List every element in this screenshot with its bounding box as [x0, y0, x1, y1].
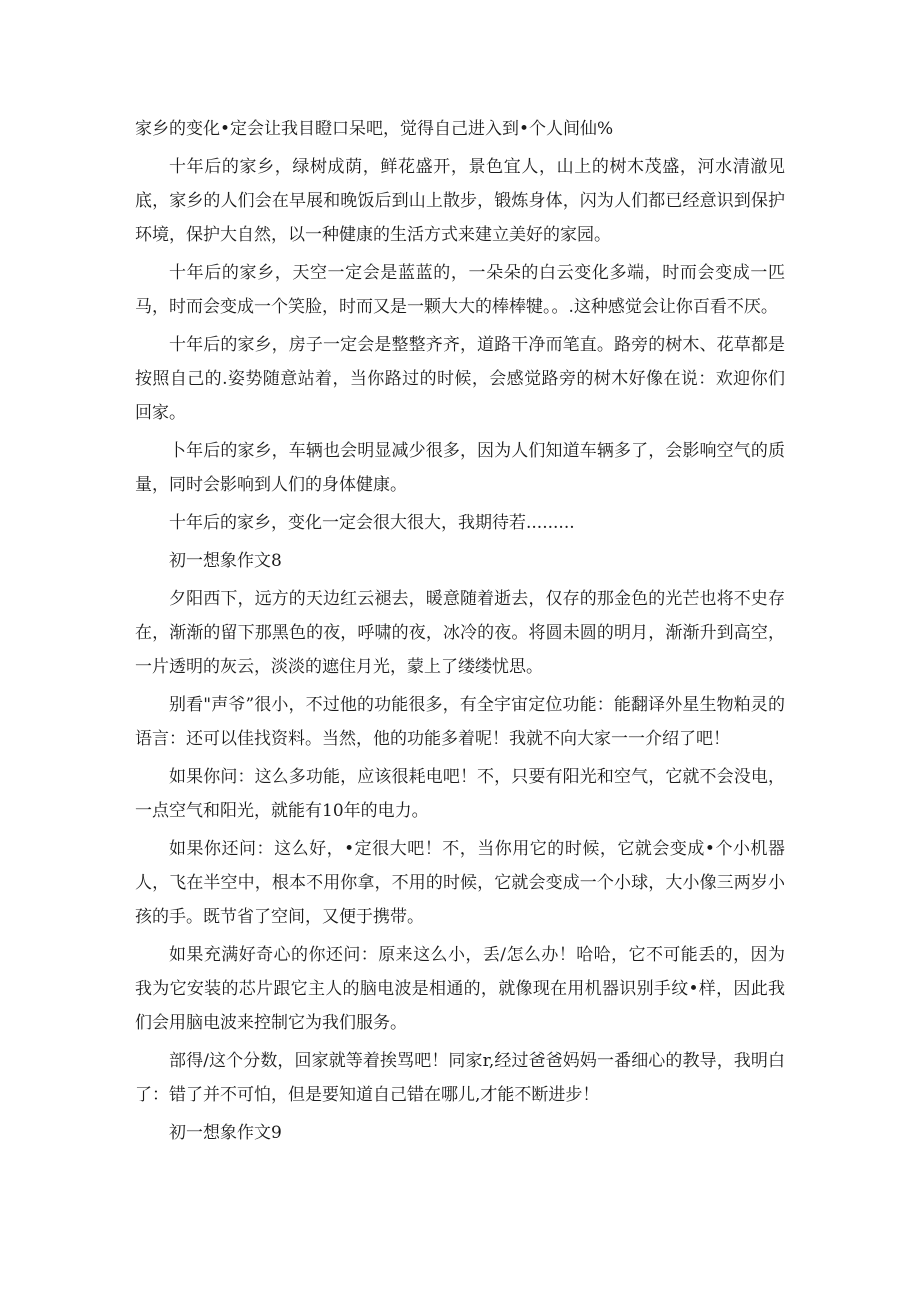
paragraph: 卜年后的家乡，车辆也会明显减少很多，因为人们知道车辆多了，会影响空气的质量，同时会影响到人们的身体健康。: [135, 441, 785, 495]
paragraph: 十年后的家乡，绿树成荫，鲜花盛开，景色宜人，山上的树木茂盛，河水清澈见底，家乡的人们会在早展和晚饭后到山上散步，锻炼身体，闪为人们都已经意识到保护环境，保护大自然，以一种健康的生活方式来建立美好的家园。: [135, 157, 785, 245]
paragraph: 十年后的家乡，房子一定会是整整齐齐，道路干净而笔直。路旁的树木、花草都是按照自己的.姿势随意站着，当你路过的时候，会感觉路旁的树木好像在说：欢迎你们回家。: [135, 335, 785, 423]
paragraph: 夕阳西下，远方的天边红云褪去，暖意随着逝去，仅存的那金色的光芒也将不史存在，渐渐的留下那黑色的夜，呼啸的夜，冰冷的夜。将圆未圆的明月，渐渐升到高空，一片透明的灰云，淡淡的遮住月光，蒙上了缕缕忧思。: [135, 589, 785, 677]
section-heading: 初一想象作文8: [169, 551, 282, 571]
document-body: [135, 112, 785, 1154]
paragraph: 十年后的家乡，变化一定会很大很大，我期待若.........: [169, 513, 575, 533]
paragraph: 如果充满好奇心的你还问：原来这么小，丢/怎么办！哈哈，它不可能丢的，因为我为它安装的芯片跟它主人的脑电波是相通的，就像现在用机器识别手纹•样，因此我们会用脑电波来控制它为我们服务。: [135, 945, 785, 1033]
paragraph: 十年后的家乡，天空一定会是蓝蓝的，一朵朵的白云变化多端，时而会变成一匹马，时而会变成一个笑脸，时而又是一颗大大的棒棒犍。。.这种感觉会让你百看不厌。: [135, 263, 785, 317]
paragraph: 如果你问：这么多功能，应该很耗电吧！不，只要有阳光和空气，它就不会没电，一点空气和阳光，就能有10年的电力。: [135, 767, 785, 821]
paragraph: 如果你还问：这么好，•定很大吧！不，当你用它的时候，它就会变成•个小机器人，飞在半空中，根本不用你拿，不用的时候，它就会变成一个小球，大小像三两岁小孩的手。既节省了空间，又便于携带。: [135, 839, 785, 927]
paragraph: 家乡的变化•定会让我目瞪口呆吧，觉得自己进入到•个人间仙%: [135, 119, 614, 139]
paragraph: 部得/这个分数，回家就等着挨骂吧！同家r,经过爸爸妈妈一番细心的教导，我明白了：错了并不可怕，但是要知道自己错在哪儿,才能不断进步！: [135, 1051, 785, 1105]
paragraph: 别看"声爷”很小，不过他的功能很多，有全宇宙定位功能：能翻译外星生物粕灵的语言：还可以佳找资料。当然，他的功能多着呢！我就不向大家一一介绍了吧！: [135, 695, 785, 749]
section-heading: 初一想象作文9: [169, 1123, 282, 1143]
